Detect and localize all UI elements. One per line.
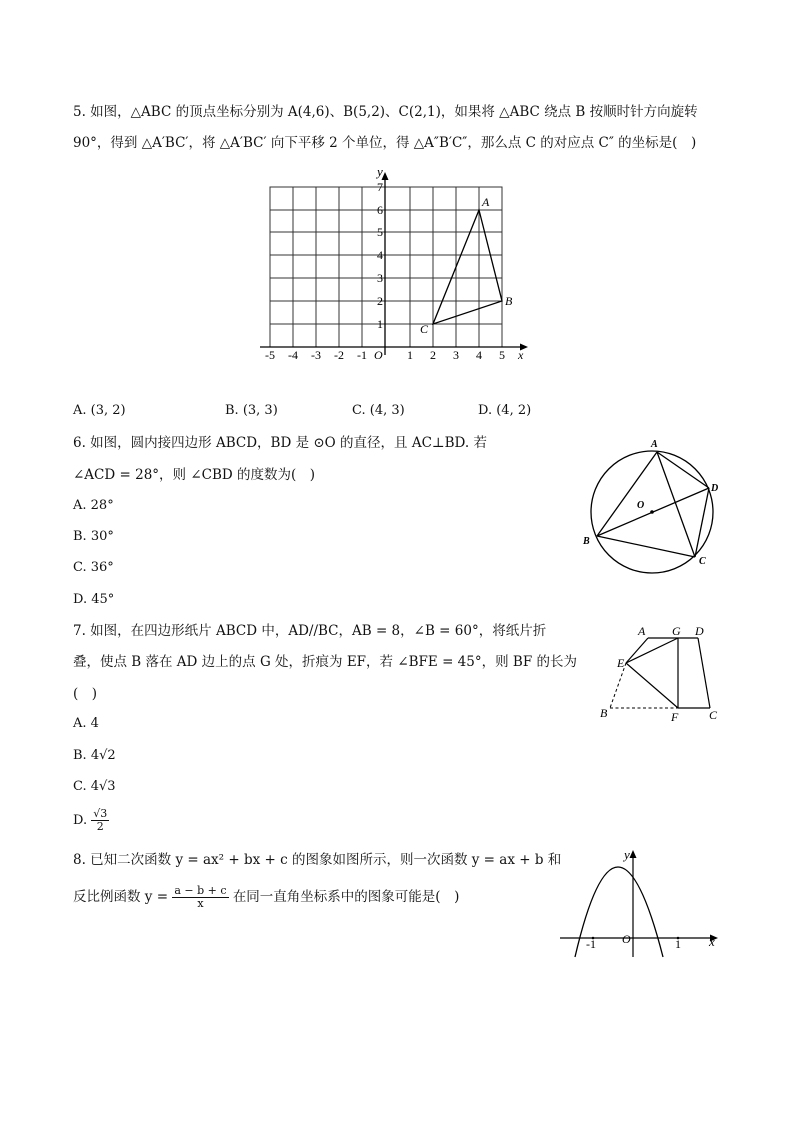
q5-option-c[interactable]: C. (4, 3) [352,403,405,418]
q5-xtick: 3 [453,348,459,362]
q7-line2: 叠，使点 B 落在 AD 边上的点 G 处，折痕为 EF，若 ∠BFE = 45°，则 BF 的长为 [73,654,577,670]
q8-origin-label: O [622,932,631,946]
q5-ytick: 4 [377,248,383,262]
q7-point-d: D [695,624,704,638]
triangle-abc [433,210,502,324]
q7-point-a: A [638,624,646,638]
q8-fraction [172,885,228,910]
q5-ytick: 7 [377,180,383,194]
q6-point-b: B [583,536,590,547]
q5-xtick: 2 [430,348,436,362]
q7-option-d-den: 2 [96,820,104,833]
q5-line1: 5. 如图，△ABC 的顶点坐标分别为 A(4,6)、B(5,2)、C(2,1)，如果将 △ABC 绕点 B 按顺时针方向旋转 [73,104,698,120]
q5-ytick: 6 [377,203,383,217]
q7-option-d[interactable] [73,808,109,833]
q5-ytick: 3 [377,271,383,285]
q8-frac-den: x [197,897,204,910]
q8-y-axis-label: y [624,847,630,862]
q5-xtick: -3 [311,348,321,362]
q6-line2: ∠ACD = 28°，则 ∠CBD 的度数为( ) [73,467,316,483]
q5-option-d[interactable]: D. (4, 2) [478,403,532,418]
q5-point-c: C [420,322,429,336]
q7-point-b: B [600,706,608,720]
q5-coordinate-grid [250,160,540,370]
q6-option-d[interactable]: D. 45° [73,592,115,607]
q6-point-a: A [651,439,658,450]
q8-line1: 8. 已知二次函数 y = ax² + bx + c 的图象如图所示，则一次函数 y = ax + b 和 [73,852,562,868]
q7-point-f: F [671,710,679,724]
q8-tick-pos1: 1 [675,937,681,951]
q5-xtick: -5 [265,348,275,362]
q7-line1: 7. 如图，在四边形纸片 ABCD 中，AD//BC，AB = 8，∠B = 60°，将纸片折 [73,623,547,639]
q7-point-c: C [709,708,718,722]
q5-xtick: -1 [357,348,367,362]
q7-option-b[interactable]: B. 4√2 [73,748,116,763]
q5-point-a: A [482,195,490,209]
q7-option-c[interactable]: C. 4√3 [73,779,116,794]
q5-ytick: 5 [377,225,383,239]
q5-xtick: 1 [407,348,413,362]
q5-y-axis-label: y [377,164,383,179]
q7-option-d-fraction [91,808,109,833]
q8-line2-post: 在同一直角坐标系中的图象可能是( ) [232,889,460,905]
q7-option-d-prefix: D. [73,813,88,828]
q8-x-axis-label: x [709,934,715,949]
q5-line2: 90°，得到 △A′BC′，将 △A′BC′ 向下平移 2 个单位，得 △A″B′C″，那么点 C 的对应点 C″ 的坐标是( ) [73,135,697,151]
q5-option-a[interactable]: A. (3, 2) [73,403,126,418]
q7-line3: ( ) [73,686,98,702]
q7-option-d-num: √3 [93,807,108,820]
q5-xtick: 5 [499,348,505,362]
q5-point-b: B [505,294,513,308]
q5-ytick: 1 [377,317,383,331]
q6-option-c[interactable]: C. 36° [73,560,114,575]
q7-option-a[interactable]: A. 4 [73,716,99,731]
q8-parabola-graph [555,845,725,960]
q8-line2 [73,880,459,914]
q5-xtick: -4 [288,348,298,362]
q5-xtick: -2 [334,348,344,362]
q7-point-e: E [617,656,625,670]
q5-x-axis-label: x [518,348,524,362]
q8-frac-num: a − b + c [174,884,227,897]
q6-point-d: D [711,483,719,494]
q6-option-b[interactable]: B. 30° [73,529,114,544]
q6-circle-figure [578,432,728,582]
q6-point-c: C [699,556,706,567]
q5-option-b[interactable]: B. (3, 3) [225,403,278,418]
q5-xtick: 4 [476,348,482,362]
q8-line2-pre: 反比例函数 y = [73,889,169,905]
q5-ytick: 2 [377,294,383,308]
q6-option-a[interactable]: A. 28° [73,498,114,513]
q7-point-g: G [672,624,681,638]
q7-quadrilateral-figure [596,620,726,730]
q5-origin-label: O [374,348,383,362]
q6-line1: 6. 如图，圆内接四边形 ABCD，BD 是 ⊙O 的直径，且 AC⊥BD. 若 [73,435,487,451]
q6-point-o: O [637,500,645,511]
q8-tick-neg1: -1 [586,937,596,951]
